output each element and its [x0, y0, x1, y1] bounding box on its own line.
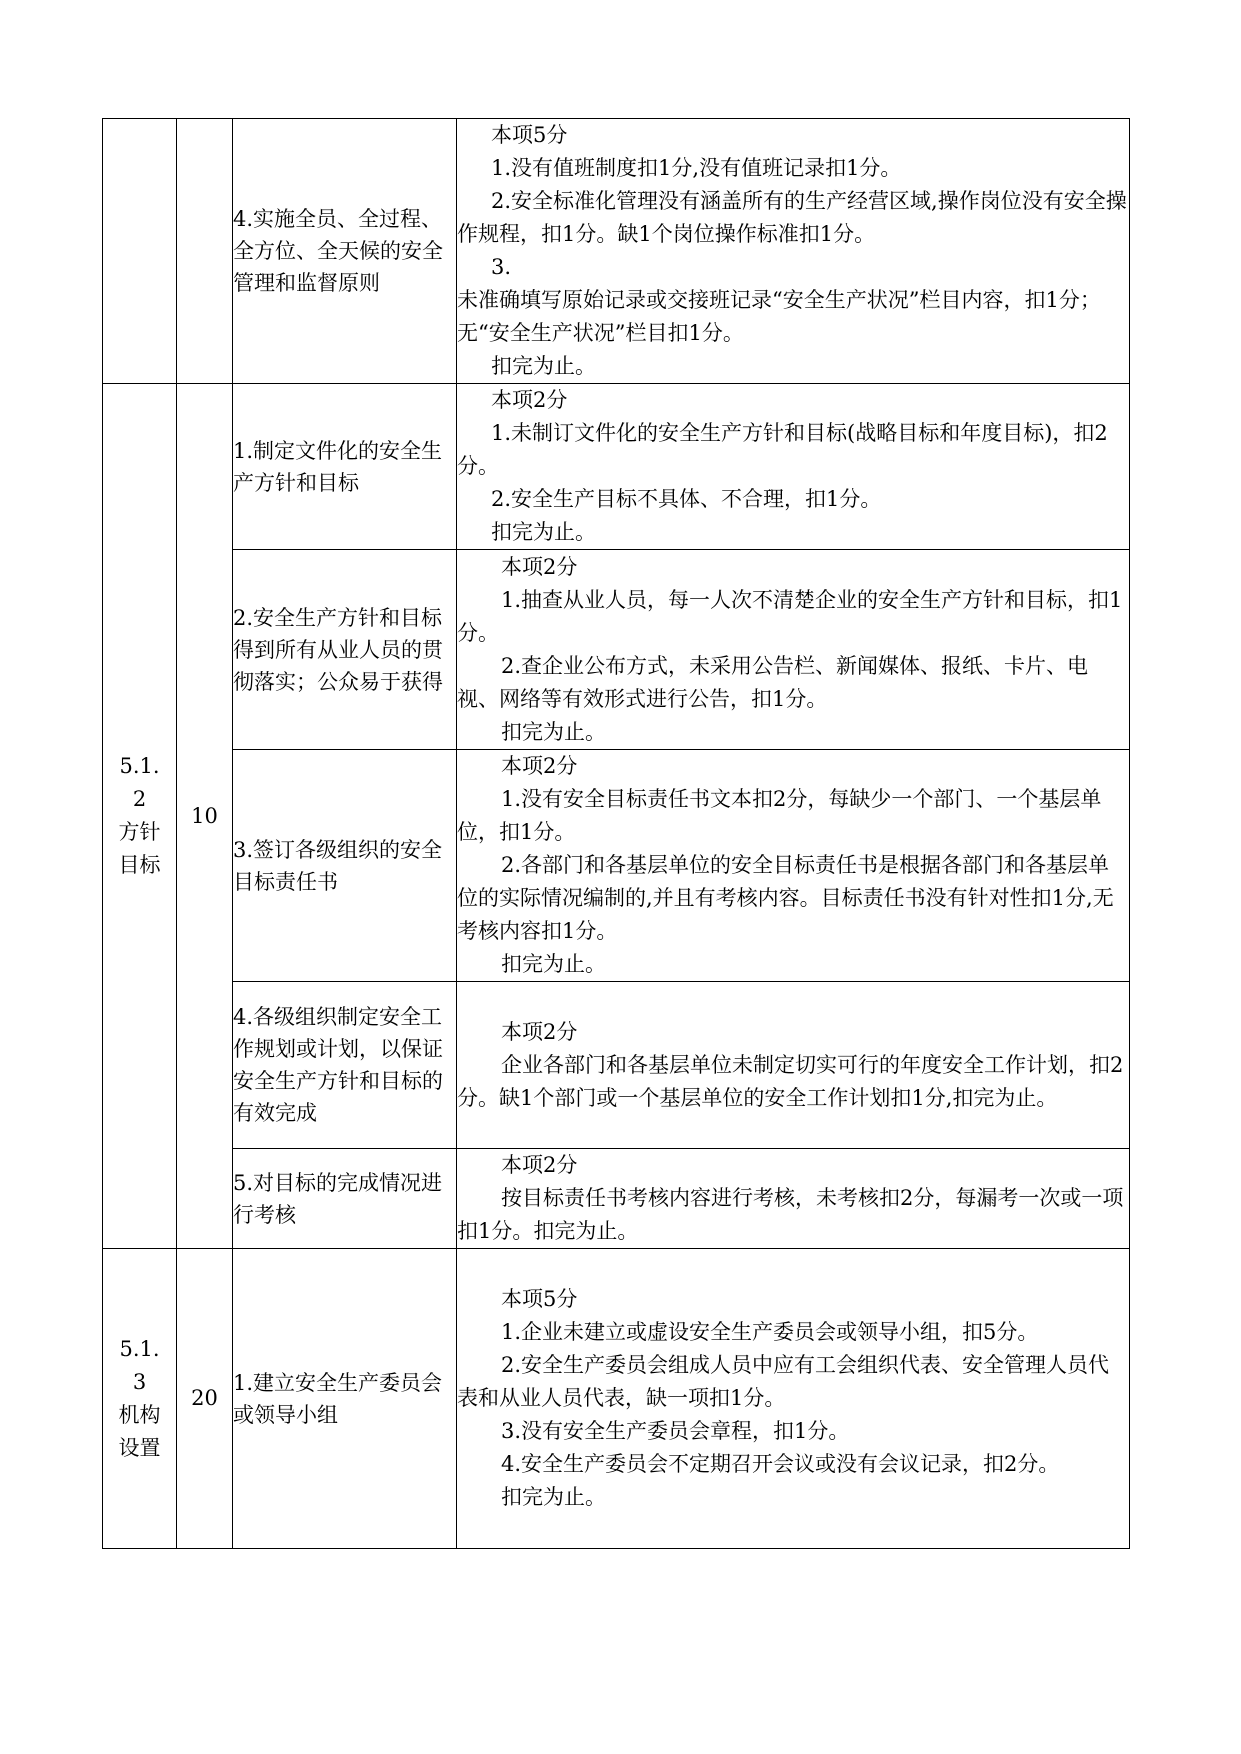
- rule-line: 2.安全标准化管理没有涵盖所有的生产经营区域,操作岗位没有安全操作规程，扣1分。缺1个岗位操作标准扣1分。: [457, 189, 1127, 246]
- requirement-cell: 4.实施全员、全过程、全方位、全天候的安全管理和监督原则: [233, 119, 457, 384]
- rule-line: 1.抽查从业人员，每一人次不清楚企业的安全生产方针和目标，扣1分。: [457, 587, 1123, 645]
- rule-line: 2.各部门和各基层单位的安全目标责任书是根据各部门和各基层单位的实际情况编制的,并且有考核内容。目标责任书没有针对性扣1分,无考核内容扣1分。: [457, 853, 1114, 943]
- scoring-rules-cell: [457, 1149, 1130, 1249]
- rule-line: 本项2分: [501, 554, 578, 579]
- rule-line: 2.安全生产目标不具体、不合理，扣1分。: [491, 487, 882, 511]
- points-cell-empty: [177, 119, 233, 384]
- requirement-cell: 2.安全生产方针和目标得到所有从业人员的贯彻落实；公众易于获得: [233, 550, 457, 750]
- section-name: 方针: [118, 820, 161, 844]
- rule-line: 本项5分: [501, 1287, 578, 1311]
- rule-line: 扣完为止。: [501, 719, 606, 744]
- table-row: [103, 982, 1130, 1149]
- section-cell-empty: [103, 119, 177, 384]
- requirement-cell: 1.建立安全生产委员会或领导小组: [233, 1249, 457, 1549]
- section-points: 20: [177, 1249, 233, 1549]
- rule-line: 本项2分: [501, 754, 578, 778]
- section-points: 10: [177, 384, 233, 1249]
- section-code: 5.1.: [119, 1336, 160, 1361]
- rule-line: 2.查企业公布方式，未采用公告栏、新闻媒体、报纸、卡片、电视、网络等有效形式进行公告，扣1分。: [457, 653, 1089, 711]
- section-code: 2: [132, 787, 147, 811]
- requirement-cell: 1.制定文件化的安全生产方针和目标: [233, 384, 457, 550]
- section-code: 5.1.: [119, 754, 160, 778]
- scoring-rules-cell: [457, 119, 1130, 384]
- table-row: [103, 1249, 1130, 1549]
- section-name: 目标: [118, 853, 161, 877]
- rule-line: 本项5分: [491, 123, 568, 147]
- rule-line: 按目标责任书考核内容进行考核，未考核扣2分，每漏考一次或一项扣1分。扣完为止。: [457, 1186, 1124, 1243]
- rule-line: 1.没有安全目标责任书文本扣2分，每缺少一个部门、一个基层单位，扣1分。: [457, 787, 1102, 844]
- scoring-rules-cell: [457, 750, 1130, 982]
- rule-line: 1.未制订文件化的安全生产方针和目标(战略目标和年度目标)，扣2分。: [457, 421, 1108, 478]
- rule-line: 扣完为止。: [501, 1485, 606, 1509]
- section-code-cell: [103, 1249, 177, 1549]
- rule-line: 扣完为止。: [491, 354, 596, 378]
- requirement-cell: 4.各级组织制定安全工作规划或计划，以保证安全生产方针和目标的有效完成: [233, 982, 457, 1149]
- requirement-cell: 3.签订各级组织的安全目标责任书: [233, 750, 457, 982]
- scoring-rules-cell: [457, 550, 1130, 750]
- table-row: [103, 750, 1130, 982]
- table-row: [103, 550, 1130, 750]
- table-row: [103, 119, 1130, 384]
- rule-line: 扣完为止。: [501, 952, 606, 976]
- requirement-cell: 5.对目标的完成情况进行考核: [233, 1149, 457, 1249]
- section-name: 设置: [118, 1435, 161, 1460]
- section-code-cell: [103, 384, 177, 1249]
- rule-line: 3.没有安全生产委员会章程，扣1分。: [501, 1419, 850, 1443]
- rule-line: 企业各部门和各基层单位未制定切实可行的年度安全工作计划，扣2分。缺1个部门或一个基层单位的安全工作计划扣1分,扣完为止。: [457, 1052, 1124, 1110]
- scoring-rules-cell: [457, 384, 1130, 550]
- table-row: [103, 384, 1130, 550]
- rule-line: 4.安全生产委员会不定期召开会议或没有会议记录，扣2分。: [501, 1452, 1060, 1476]
- rule-line: 1.企业未建立或虚设安全生产委员会或领导小组，扣5分。: [501, 1320, 1039, 1344]
- section-name: 机构: [118, 1402, 161, 1427]
- rule-line: 2.安全生产委员会组成人员中应有工会组织代表、安全管理人员代表和从业人员代表，缺一项扣1分。: [457, 1353, 1110, 1410]
- scoring-rules-cell: [457, 982, 1130, 1149]
- rule-line: 3.: [491, 255, 512, 279]
- rule-line: 本项2分: [501, 1019, 578, 1044]
- section-code: 3: [132, 1369, 147, 1394]
- safety-standard-score-table: [102, 118, 1130, 1549]
- scoring-rules-cell: [457, 1249, 1130, 1549]
- rule-line: 1.没有值班制度扣1分,没有值班记录扣1分。: [491, 156, 902, 180]
- rule-line: 未准确填写原始记录或交接班记录“安全生产状况”栏目内容，扣1分；无“安全生产状况”栏目扣1分。: [457, 288, 1101, 345]
- rule-line: 本项2分: [491, 388, 568, 412]
- rule-line: 本项2分: [501, 1153, 578, 1177]
- table-row: [103, 1149, 1130, 1249]
- rule-line: 扣完为止。: [491, 520, 596, 544]
